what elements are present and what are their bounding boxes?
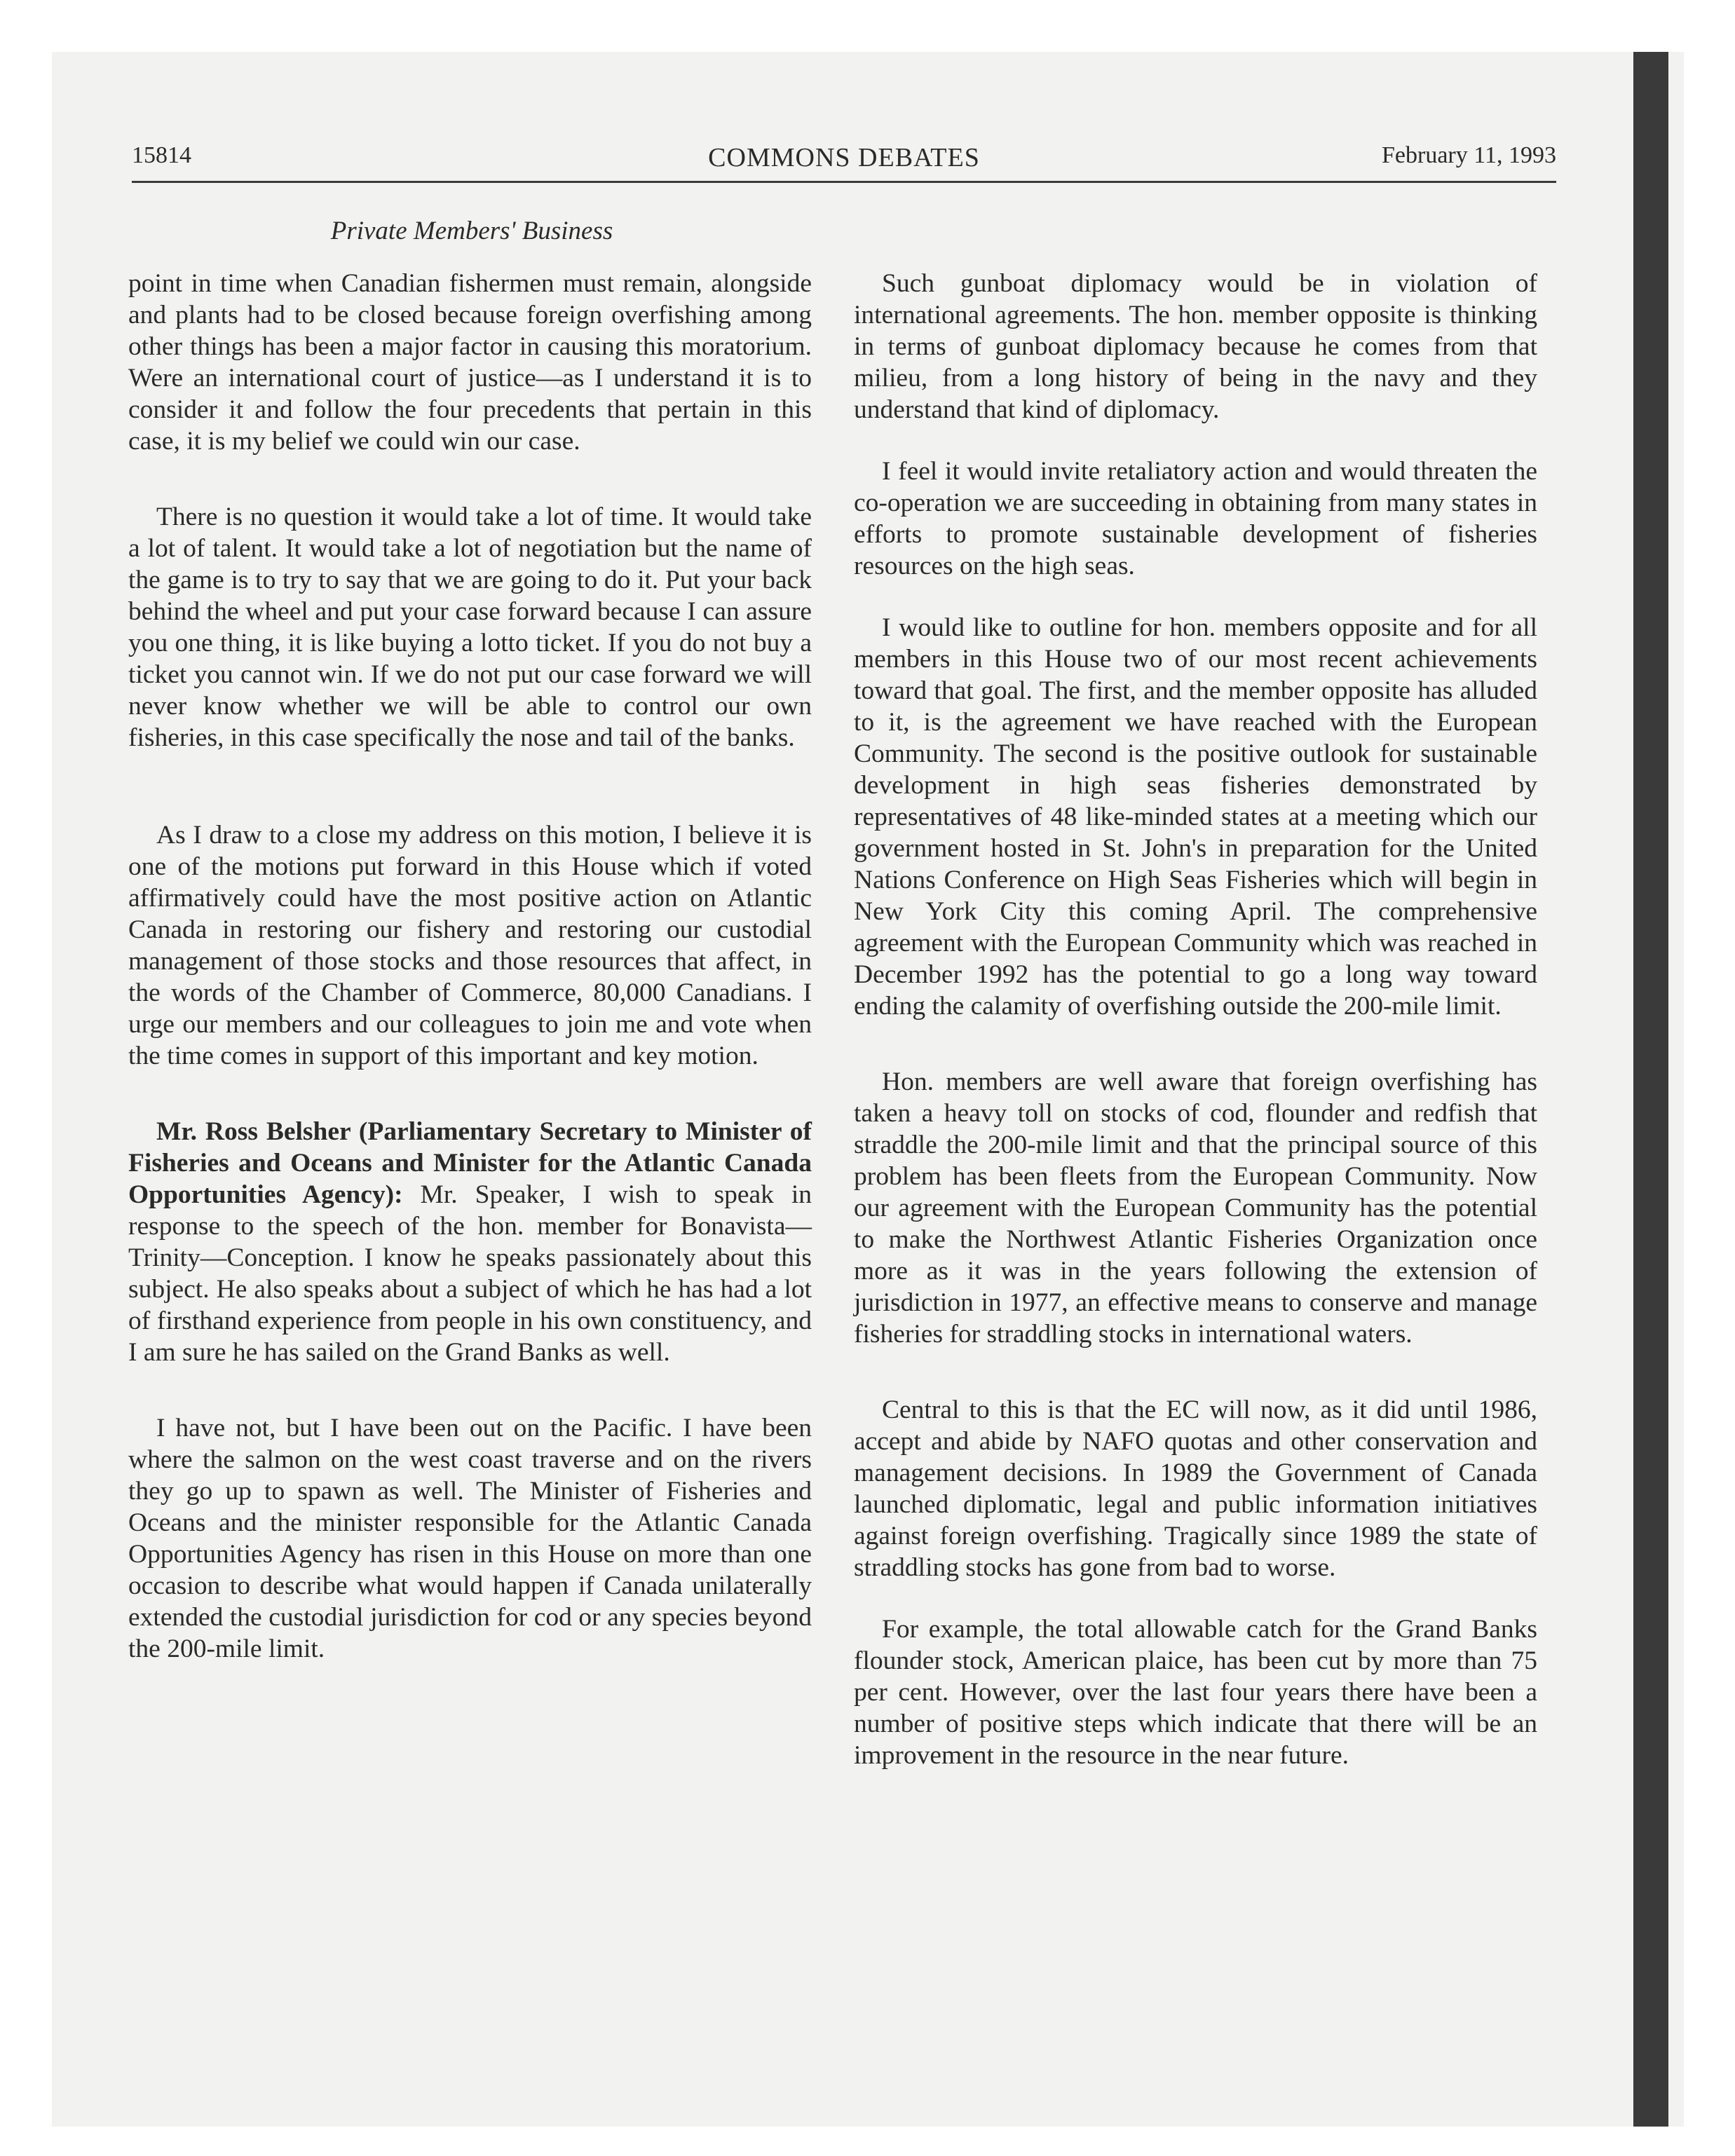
page-number: 15814	[132, 142, 191, 168]
paragraph: As I draw to a close my address on this motion, I believe it is one of the motions put forward in this House which if voted affirmatively could have the most positive action on Atlantic Canada in restoring our fishery and restoring our custodial management of those stocks and those resources that affect, in the words of the Chamber of Commerce, 80,000 Canadians. I urge our members and our colleagues to join me and vote when the time comes in support of this important and key motion.	[128, 821, 812, 1070]
scan-edge-bar	[1633, 52, 1668, 2127]
paragraph: Such gunboat diplomacy would be in violation of international agreements. The hon. member opposite is thinking in terms of gunboat diplomacy because he comes from that milieu, from a long history of being in the navy and they understand that kind of diplomacy.	[854, 269, 1537, 424]
speech-text: Mr. Speaker, I wish to speak in response to the speech of the hon. member for Bonavista—Trinity—Conception. I know he speaks passionately about this subject. He also speaks about a subject of which he has had a lot of firsthand experience from people in his own constituency, and I am sure he has sailed on the Grand Banks as well.	[128, 1180, 812, 1367]
paragraph: I feel it would invite retaliatory action and would threaten the co-operation we are succeeding in obtaining from many states in efforts to promote sustainable development of fisheries resources on the high seas.	[854, 457, 1537, 580]
page-date: February 11, 1993	[1382, 142, 1556, 168]
right-column	[854, 268, 1537, 1771]
paragraph: I would like to outline for hon. members opposite and for all members in this House two of our most recent achievements toward that goal. The first, and the member opposite has alluded to it, is the agreement we have reached with the European Community. The second is the positive outlook for sustainable development in high seas fisheries demonstrated by representatives of 48 like-minded states at a meeting which our government hosted in St. John's in preparation for the United Nations Conference on High Seas Fisheries which will begin in New York City this coming April. The comprehensive agreement with the European Community which was reached in December 1992 has the potential to go a long way toward ending the calamity of overfishing outside the 200-mile limit.	[854, 613, 1537, 1021]
paragraph: For example, the total allowable catch for the Grand Banks flounder stock, American plaice, has been cut by more than 75 per cent. However, over the last four years there have been a number of positive steps which indicate that there will be an improvement in the resource in the near future.	[854, 1615, 1537, 1770]
header-rule	[132, 181, 1556, 183]
section-title: Private Members' Business	[330, 217, 613, 245]
page-header	[132, 142, 1556, 184]
paragraph: point in time when Canadian fishermen must remain, alongside and plants had to be closed because foreign overfishing among other things has been a major factor in causing this moratorium. Were an international court of justice—as I understand it is to consider it and follow the four precedents that pertain in this case, it is my belief we could win our case.	[128, 269, 812, 456]
journal-title: COMMONS DEBATES	[708, 143, 980, 172]
paragraph: Hon. members are well aware that foreign overfishing has taken a heavy toll on stocks of cod, flounder and redfish that straddle the 200-mile limit and that the principal source of this problem has been fleets from the European Community. Now our agreement with the European Community has the potential to make the Northwest Atlantic Fisheries Organization once more as it was in the years following the extension of jurisdiction in 1977, an effective means to conserve and manage fisheries for straddling stocks in international waters.	[854, 1067, 1537, 1349]
paragraph: I have not, but I have been out on the Pacific. I have been where the salmon on the west coast traverse and on the rivers they go up to spawn as well. The Minister of Fisheries and Oceans and the minister responsible for the Atlantic Canada Opportunities Agency has risen in this House on more than one occasion to describe what would happen if Canada unilaterally extended the custodial jurisdiction for cod or any species beyond the 200-mile limit.	[128, 1414, 812, 1663]
paragraph: There is no question it would take a lot of time. It would take a lot of talent. It would take a lot of negotiation but the name of the game is to try to say that we are going to do it. Put your back behind the wheel and put your case forward because I can assure you one thing, it is like buying a lotto ticket. If you do not buy a ticket you cannot win. If we do not put our case forward we will never know whether we will be able to control our own fisheries, in this case specifically the nose and tail of the banks.	[128, 503, 812, 752]
paragraph: Central to this is that the EC will now, as it did until 1986, accept and abide by NAFO quotas and other conservation and management decisions. In 1989 the Government of Canada launched diplomatic, legal and public information initiatives against foreign overfishing. Tragically since 1989 the state of straddling stocks has gone from bad to worse.	[854, 1396, 1537, 1582]
speaker-paragraph	[128, 1116, 812, 1368]
left-column	[128, 268, 812, 1665]
speaker-name: Mr. Ross Belsher (Parliamentary Secretary to Minister of Fisheries and Oceans and Minister for the Atlantic Canada Opportunities Agency):	[128, 1117, 812, 1209]
